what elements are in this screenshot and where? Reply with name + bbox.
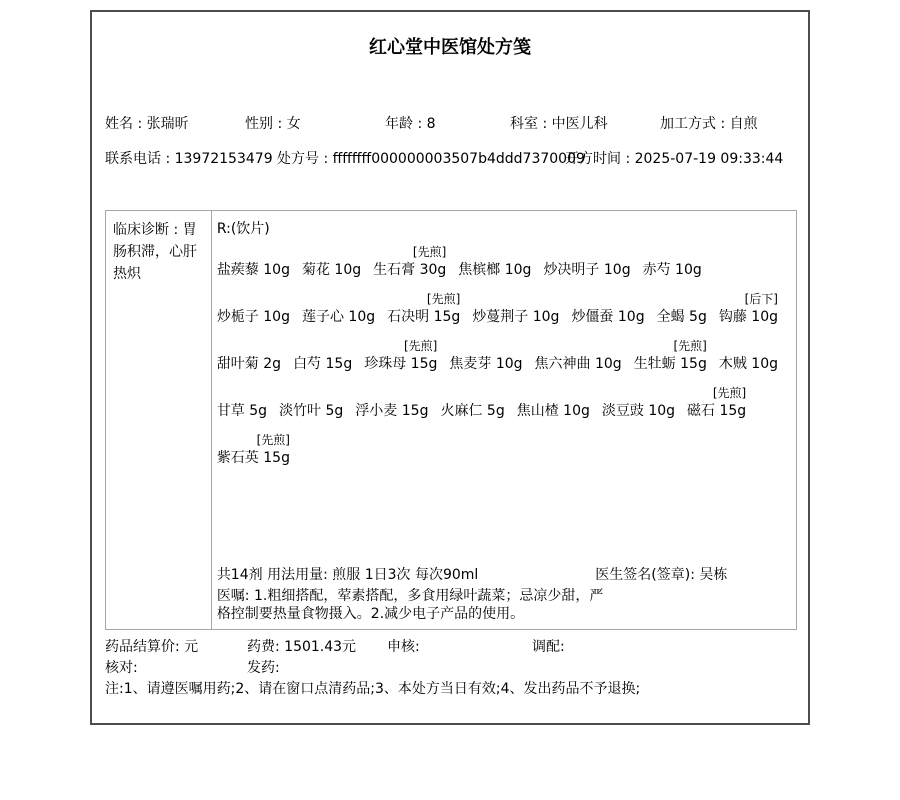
herb-name-qty: 炒栀子 10g	[216, 309, 290, 325]
footer-note: 注:1、请遵医嘱用药;2、请在窗口点清药品;3、本处方当日有效;4、发出药品不予退换;	[105, 681, 641, 697]
herb-name-qty: 钩藤 10g	[718, 309, 778, 325]
patient-info-row2	[105, 149, 808, 169]
herb-name-qty: 赤芍 10g	[642, 262, 702, 278]
prescription-table	[105, 210, 797, 630]
footer-row2	[105, 658, 808, 679]
decoction-note	[302, 290, 375, 308]
footer-field: 调配:	[532, 639, 565, 655]
decoction-note	[719, 337, 778, 355]
herb-line	[217, 384, 790, 421]
decoction-note	[657, 290, 707, 308]
footer	[105, 637, 808, 700]
prescription-sheet	[90, 10, 810, 725]
patient-field: 开方时间 : 2025-07-19 09:33:44	[565, 151, 784, 167]
herb-item	[373, 243, 446, 280]
patient-field: 性别 : 女	[245, 116, 301, 132]
decoction-note: [先煎]	[712, 386, 747, 400]
herb-item	[535, 337, 622, 374]
herb-item	[719, 337, 778, 374]
decoction-note: [先煎]	[412, 245, 447, 259]
footer-field: 发药:	[247, 660, 280, 676]
clinical-diagnosis: 临床诊断 : 胃肠积滞，心肝热炽	[106, 211, 212, 629]
herb-item	[293, 337, 352, 374]
decoction-note	[458, 243, 531, 261]
prescription-detail-cell	[212, 211, 796, 629]
herb-name-qty: 甘草 5g	[216, 403, 268, 419]
herb-item	[634, 337, 707, 374]
herb-item	[449, 337, 522, 374]
rx-header: R:(饮片)	[216, 221, 270, 237]
patient-info	[105, 114, 808, 169]
decoction-note	[279, 384, 343, 402]
decoction-note	[217, 243, 290, 261]
herb-item	[687, 384, 746, 421]
herb-item	[543, 243, 630, 280]
herb-name-qty: 生石膏 30g	[373, 262, 447, 278]
decoction-note	[355, 384, 428, 402]
herb-item	[217, 243, 290, 280]
footer-field: 核对:	[105, 660, 138, 676]
herb-item	[302, 290, 375, 327]
patient-field: 加工方式 : 自煎	[660, 116, 758, 132]
herb-name-qty: 炒僵蚕 10g	[571, 309, 645, 325]
herb-name-qty: 珍珠母 15g	[364, 356, 438, 372]
herb-item	[440, 384, 504, 421]
footer-field: 药品结算价: 元	[105, 639, 199, 655]
herb-name-qty: 白芍 15g	[293, 356, 353, 372]
herb-name-qty: 莲子心 10g	[301, 309, 376, 325]
herb-name-qty: 菊花 10g	[301, 262, 362, 278]
decoction-note: [后下]	[744, 292, 778, 306]
decoction-note	[217, 337, 281, 355]
decoction-note	[472, 290, 559, 308]
herb-item	[387, 290, 460, 327]
herb-item	[657, 290, 707, 327]
decoction-note: [先煎]	[404, 339, 438, 353]
herb-item	[217, 384, 267, 421]
herb-name-qty: 炒蔓荆子 10g	[472, 309, 560, 325]
herb-name-qty: 石决明 15g	[387, 309, 461, 325]
herb-item	[279, 384, 343, 421]
usage-block	[217, 566, 790, 623]
herb-lines	[217, 243, 790, 566]
herb-name-qty: 焦麦芽 10g	[449, 356, 523, 372]
herb-item	[643, 243, 702, 280]
decoction-note: [先煎]	[673, 339, 707, 353]
herb-line	[217, 290, 790, 327]
herb-name-qty: 焦槟榔 10g	[458, 262, 532, 278]
herb-item	[517, 384, 590, 421]
herb-item	[719, 290, 778, 327]
herb-name-qty: 生牡蛎 15g	[633, 356, 707, 372]
decoction-note	[517, 384, 590, 402]
doctor-signature: 医生签名(签章): 吴栋	[595, 567, 728, 583]
medical-advice: 医嘱: 1.粗细搭配，荤素搭配，多食用绿叶蔬菜；忌凉少甜，严格控制要热量食物摄入。2.减少电子产品的使用。	[216, 588, 604, 622]
usage-row	[217, 566, 790, 585]
herb-line	[217, 337, 790, 374]
herb-name-qty: 焦六神曲 10g	[534, 356, 622, 372]
page-title: 红心堂中医馆处方笺	[369, 37, 531, 58]
decoction-note	[602, 384, 675, 402]
herb-name-qty: 盐蒺藜 10g	[216, 262, 290, 278]
decoction-note	[535, 337, 622, 355]
decoction-note	[217, 384, 267, 402]
herb-item	[217, 337, 281, 374]
patient-field: 姓名 : 张瑞昕	[105, 116, 189, 132]
herb-item	[571, 290, 644, 327]
decoction-note	[643, 243, 702, 261]
footer-row1	[105, 637, 808, 658]
decoction-note	[293, 337, 352, 355]
patient-field: 年龄 : 8	[385, 116, 436, 132]
herb-name-qty: 紫石英 15g	[216, 450, 290, 466]
herb-name-qty: 火麻仁 5g	[440, 403, 505, 419]
decoction-note	[571, 290, 644, 308]
herb-name-qty: 磁石 15g	[687, 403, 747, 419]
herb-item	[302, 243, 361, 280]
decoction-note: [先煎]	[426, 292, 461, 306]
herb-name-qty: 焦山楂 10g	[516, 403, 590, 419]
herb-item	[364, 337, 437, 374]
decoction-note	[449, 337, 522, 355]
herb-name-qty: 木贼 10g	[718, 356, 778, 372]
decoction-note	[217, 290, 290, 308]
herb-name-qty: 淡豆豉 10g	[601, 403, 676, 419]
herb-line	[217, 431, 790, 468]
footer-field: 药费: 1501.43元	[247, 639, 357, 655]
patient-field: 联系电话 : 13972153479	[105, 151, 273, 167]
herb-item	[355, 384, 428, 421]
herb-item	[217, 431, 290, 468]
patient-field: 处方号 : ffffffff000000003507b4ddd7370009	[277, 151, 585, 167]
herb-line	[217, 243, 790, 280]
herb-item	[602, 384, 675, 421]
herb-item	[458, 243, 531, 280]
decoction-note	[440, 384, 504, 402]
herb-name-qty: 浮小麦 15g	[355, 403, 429, 419]
patient-info-row1	[105, 114, 808, 134]
decoction-note	[543, 243, 630, 261]
patient-field: 科室 : 中医儿科	[510, 116, 608, 132]
dosage-summary: 共14剂 用法用量: 煎服 1日3次 每次90ml	[216, 567, 479, 583]
decoction-note	[302, 243, 361, 261]
herb-item	[217, 290, 290, 327]
herb-name-qty: 炒决明子 10g	[543, 262, 631, 278]
herb-item	[472, 290, 559, 327]
decoction-note: [先煎]	[256, 433, 290, 447]
footer-field: 申核:	[387, 639, 420, 655]
herb-name-qty: 甜叶菊 2g	[216, 356, 282, 372]
herb-name-qty: 淡竹叶 5g	[279, 403, 344, 419]
herb-name-qty: 全蝎 5g	[656, 309, 707, 325]
